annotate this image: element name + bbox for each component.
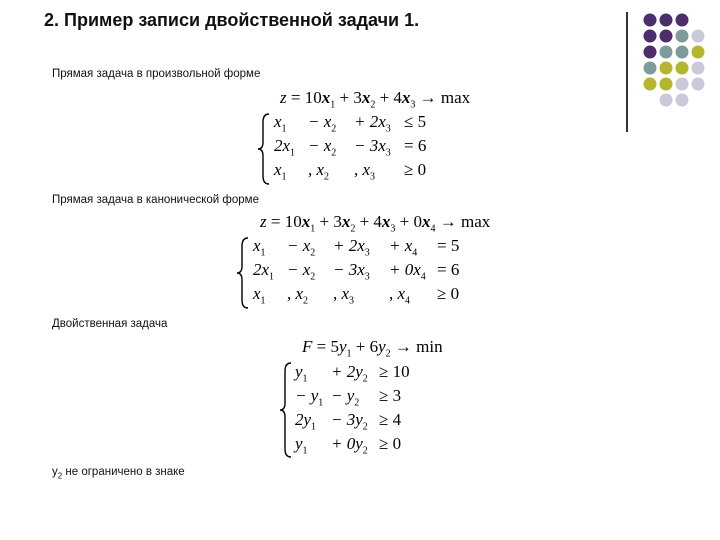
dual-objective: $F = 5y_1 + 6y_2 \to \min$ [302, 337, 443, 360]
divider-line [626, 12, 628, 132]
decor-dot [660, 62, 673, 75]
decor-dot [676, 14, 689, 27]
decor-dot [644, 46, 657, 59]
decor-dot [644, 62, 657, 75]
decor-dot [644, 78, 657, 91]
decor-dot [644, 14, 657, 27]
decor-dot [676, 94, 689, 107]
decor-dot [660, 78, 673, 91]
canonical-brace [236, 236, 250, 310]
decor-dot [660, 46, 673, 59]
decor-dot [660, 14, 673, 27]
decor-dot [644, 30, 657, 43]
decor-dot [660, 30, 673, 43]
decor-dot [692, 46, 705, 59]
decor-dot [692, 30, 705, 43]
decor-dot [692, 62, 705, 75]
dual-heading: Двойственная задача [52, 318, 168, 330]
decor-dot [676, 78, 689, 91]
primal-brace [257, 112, 271, 186]
decor-dot [676, 62, 689, 75]
decor-dot [692, 78, 705, 91]
dual-brace [279, 361, 293, 459]
decor-dot [660, 94, 673, 107]
decor-dot [676, 46, 689, 59]
primal-objective: $z = 10x_1 + 3x_2 + 4x_3 \to \max$ [280, 88, 471, 111]
canonical-objective: $z = 10x_1 + 3x_2 + 4x_3 + 0x_4 \to \max$ [260, 212, 491, 235]
primal-heading: Прямая задача в произвольной форме [52, 68, 261, 80]
decor-dot [676, 30, 689, 43]
canonical-heading: Прямая задача в канонической форме [52, 194, 259, 206]
slide-title: 2. Пример записи двойственной задачи 1. [44, 10, 420, 30]
decorative-dots [642, 12, 720, 122]
unrestricted-note: $y_2$ не ограничено в знаке [52, 466, 185, 481]
